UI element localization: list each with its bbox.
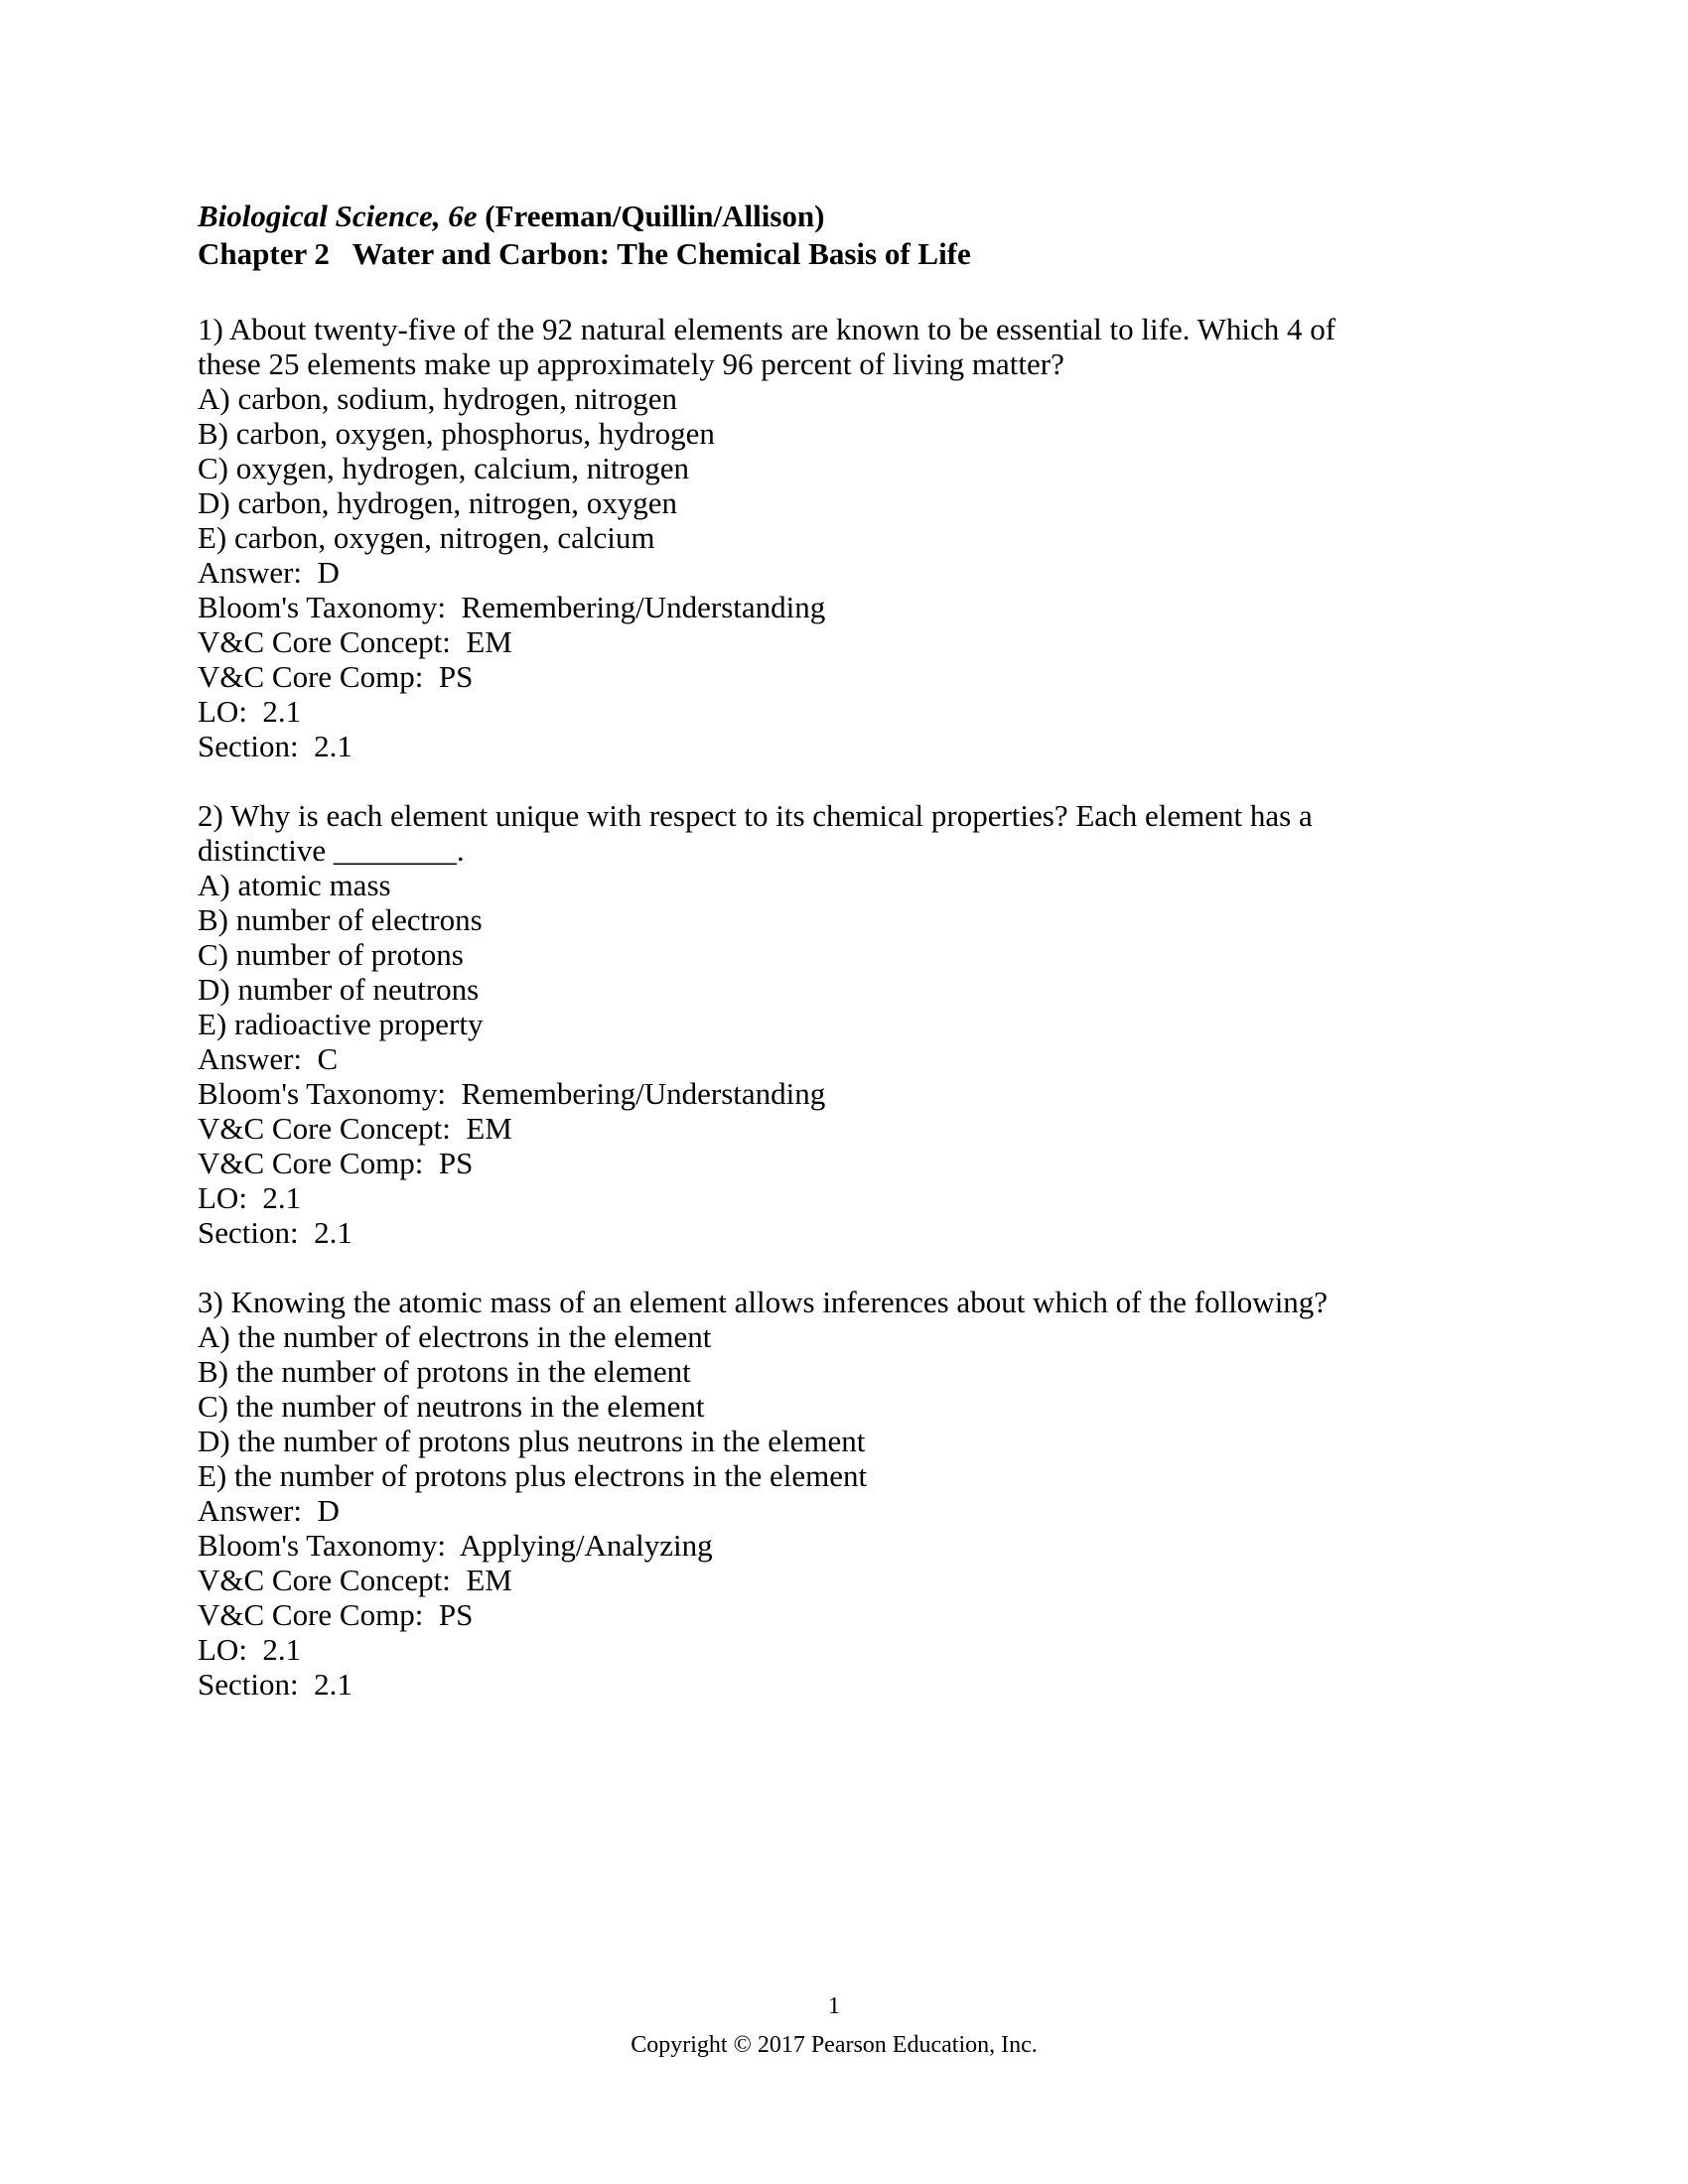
question-metadata: LO: 2.1	[198, 1632, 302, 1667]
answer-option: C) number of protons	[198, 937, 464, 972]
question-stem: 1) About twenty-five of the 92 natural elements are known to be essential to life. Which 4 of	[198, 312, 1336, 346]
answer-option: E) radioactive property	[198, 1007, 484, 1041]
answer-option: E) the number of protons plus electrons in the element	[198, 1458, 868, 1493]
question-metadata: V&C Core Concept: EM	[198, 1111, 512, 1146]
question-metadata: V&C Core Comp: PS	[198, 1146, 474, 1180]
answer-option: C) oxygen, hydrogen, calcium, nitrogen	[198, 451, 690, 485]
question-stem: 2) Why is each element unique with respect to its chemical properties? Each element has a	[198, 798, 1313, 833]
answer-option: B) number of electrons	[198, 902, 483, 937]
answer-option: D) the number of protons plus neutrons in the element	[198, 1424, 866, 1458]
question-metadata: LO: 2.1	[198, 694, 302, 729]
question-metadata: Answer: D	[198, 555, 340, 590]
answer-option: B) the number of protons in the element	[198, 1354, 691, 1389]
answer-option: B) carbon, oxygen, phosphorus, hydrogen	[198, 416, 715, 451]
question-metadata: V&C Core Concept: EM	[198, 624, 512, 659]
question-metadata: V&C Core Concept: EM	[198, 1563, 512, 1597]
question-metadata: Section: 2.1	[198, 1667, 352, 1702]
authors: (Freeman/Quillin/Allison)	[477, 199, 825, 233]
question-metadata: Answer: C	[198, 1041, 339, 1076]
question-metadata: Bloom's Taxonomy: Applying/Analyzing	[198, 1528, 713, 1563]
question-metadata: Answer: D	[198, 1493, 340, 1528]
question-metadata: LO: 2.1	[198, 1180, 302, 1215]
question-1	[198, 312, 1498, 763]
page-number: 1	[828, 1993, 840, 2019]
answer-option: D) carbon, hydrogen, nitrogen, oxygen	[198, 485, 677, 520]
answer-option: E) carbon, oxygen, nitrogen, calcium	[198, 520, 655, 555]
question-metadata: Bloom's Taxonomy: Remembering/Understanding	[198, 590, 826, 624]
answer-option: A) carbon, sodium, hydrogen, nitrogen	[198, 381, 677, 416]
question-metadata: Bloom's Taxonomy: Remembering/Understanding	[198, 1076, 826, 1111]
question-metadata: Section: 2.1	[198, 1215, 352, 1250]
question-stem: these 25 elements make up approximately 96 percent of living matter?	[198, 346, 1064, 381]
answer-option: C) the number of neutrons in the element	[198, 1389, 705, 1424]
question-metadata: Section: 2.1	[198, 729, 352, 763]
copyright: Copyright © 2017 Pearson Education, Inc.	[631, 2032, 1038, 2058]
book-title-line	[198, 198, 824, 235]
answer-option: D) number of neutrons	[198, 972, 480, 1007]
chapter-title: Chapter 2 Water and Carbon: The Chemical Basis of Life	[198, 236, 971, 271]
question-3	[198, 1285, 1498, 1702]
question-list	[198, 312, 1498, 1736]
question-2	[198, 798, 1498, 1250]
question-metadata: V&C Core Comp: PS	[198, 1597, 474, 1632]
book-title: Biological Science, 6e	[198, 199, 478, 233]
answer-option: A) atomic mass	[198, 868, 391, 902]
question-stem: distinctive ________.	[198, 833, 465, 868]
question-metadata: V&C Core Comp: PS	[198, 659, 474, 694]
question-stem: 3) Knowing the atomic mass of an element allows inferences about which of the following?	[198, 1285, 1329, 1319]
answer-option: A) the number of electrons in the element	[198, 1319, 712, 1354]
